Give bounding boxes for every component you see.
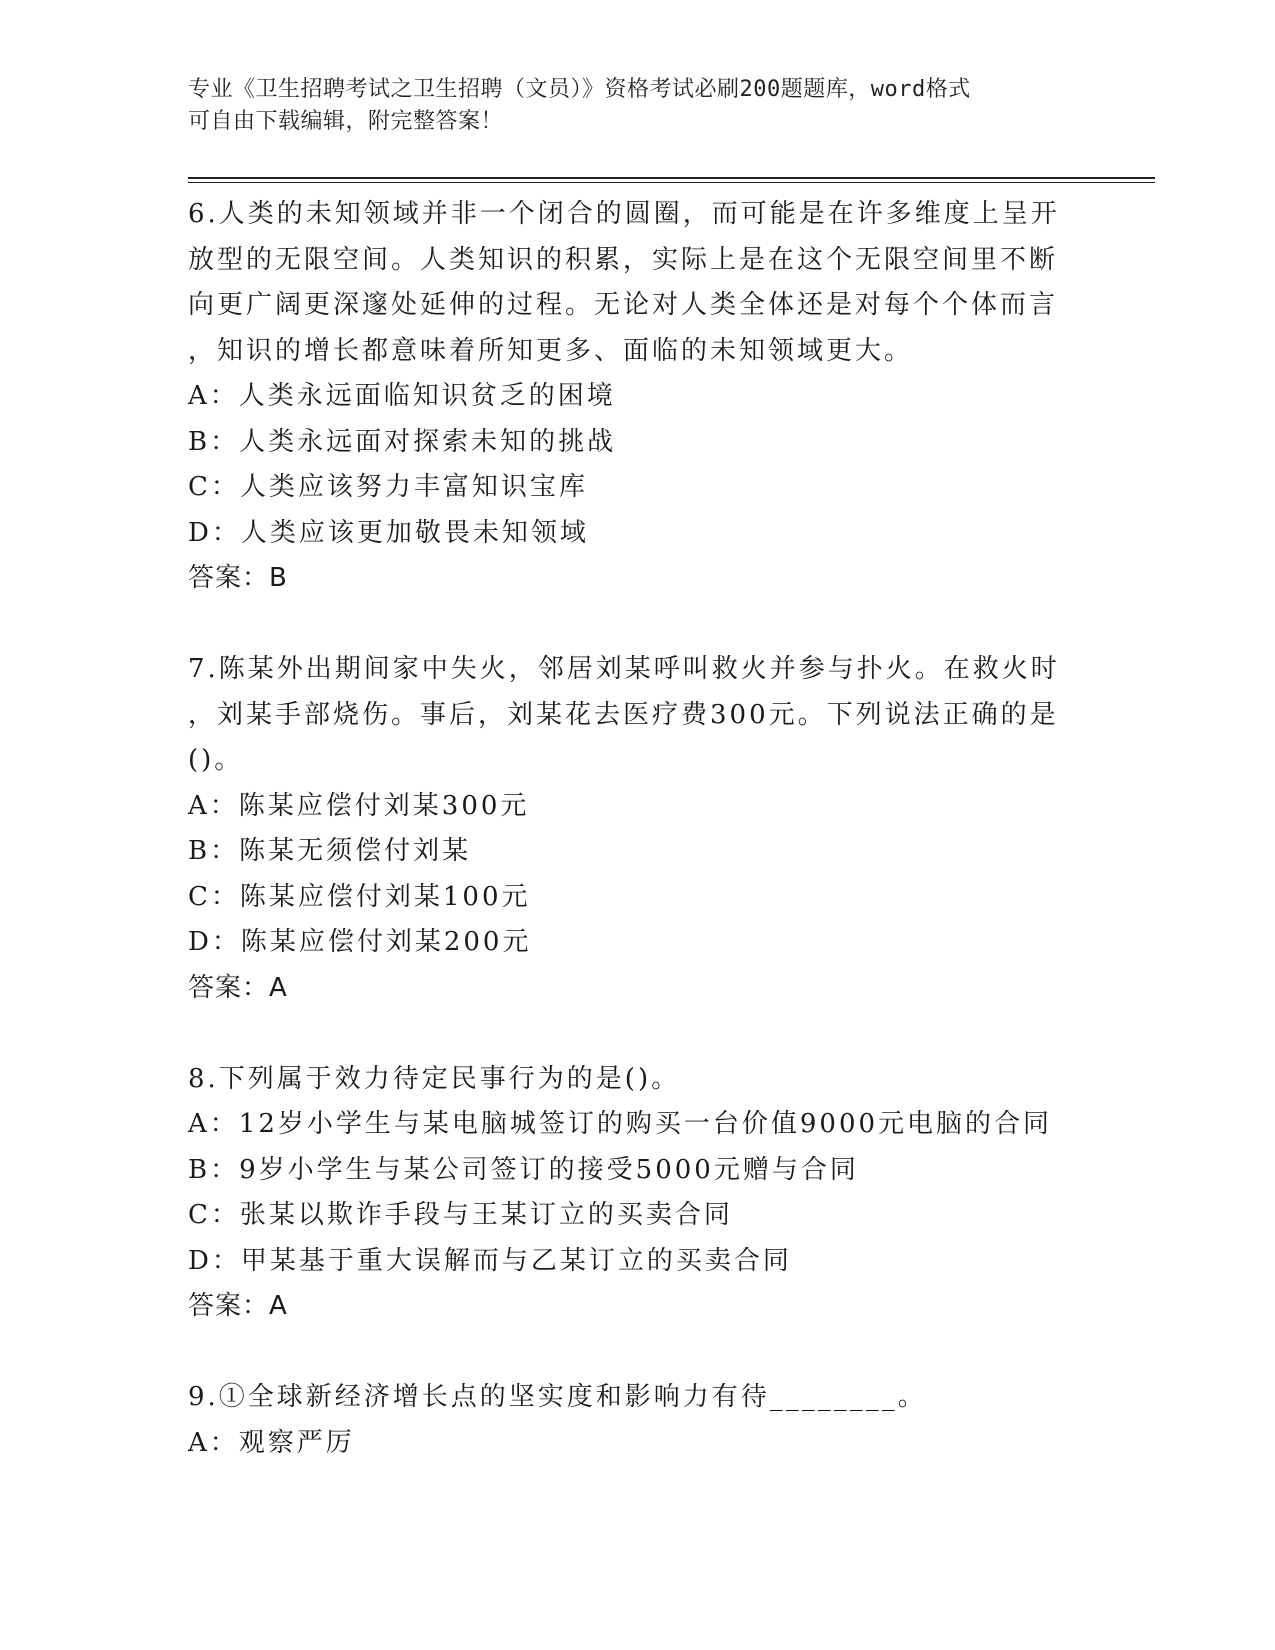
option-b: B：人类永远面对探索未知的挑战 bbox=[188, 426, 617, 457]
question-stem-line: 6.人类的未知领域并非一个闭合的圆圈，而可能是在许多维度上呈开 bbox=[188, 199, 1060, 229]
option-a: A：人类永远面临知识贫乏的困境 bbox=[188, 381, 616, 411]
question-spacer bbox=[188, 1011, 1068, 1057]
question-stem-line: ，刘某手部烧伤。事后，刘某花去医疗费300元。下列说法正确的是 bbox=[188, 699, 1059, 730]
option-a: A：观察严厉 bbox=[188, 1427, 355, 1458]
question-8 bbox=[188, 1057, 1068, 1330]
option-c: C：陈某应偿付刘某100元 bbox=[188, 881, 531, 912]
question-spacer bbox=[188, 1330, 1068, 1376]
question-7 bbox=[188, 647, 1068, 1011]
question-stem-line: 9.①全球新经济增长点的坚实度和影响力有待________。 bbox=[188, 1382, 927, 1412]
answer-label: 答案：A bbox=[188, 1291, 288, 1321]
question-spacer bbox=[188, 602, 1068, 648]
question-stem-line: 7.陈某外出期间家中失火，邻居刘某呼叫救火并参与扑火。在救火时 bbox=[188, 654, 1060, 684]
answer-label: 答案：B bbox=[188, 563, 288, 593]
option-b: B：9岁小学生与某公司签订的接受5000元赠与合同 bbox=[188, 1154, 859, 1185]
header-divider-thin bbox=[188, 182, 1155, 183]
question-stem-line: 8.下列属于效力待定民事行为的是()。 bbox=[188, 1063, 681, 1094]
question-list bbox=[188, 192, 1068, 1466]
option-c: C：人类应该努力丰富知识宝库 bbox=[188, 472, 588, 502]
question-9 bbox=[188, 1375, 1068, 1466]
question-stem-line: 放型的无限空间。人类知识的积累，实际上是在这个无限空间里不断 bbox=[188, 244, 1059, 275]
question-stem-line: ，知识的增长都意味着所知更多、面临的未知领域更大。 bbox=[188, 335, 914, 366]
option-d: D：陈某应偿付刘某200元 bbox=[188, 927, 532, 957]
option-a: A：12岁小学生与某电脑城签订的购买一台价值9000元电脑的合同 bbox=[188, 1109, 1053, 1139]
question-stem-line: ()。 bbox=[188, 745, 244, 775]
option-d: D：甲某基于重大误解而与乙某订立的买卖合同 bbox=[188, 1245, 792, 1276]
header-line-2: 可自由下载编辑，附完整答案！ bbox=[188, 109, 504, 134]
answer-label: 答案：A bbox=[188, 972, 288, 1003]
question-stem-line: 向更广阔更深邃处延伸的过程。无论对人类全体还是对每个个体而言 bbox=[188, 290, 1059, 320]
document-header bbox=[188, 74, 1068, 138]
question-6 bbox=[188, 192, 1068, 602]
option-c: C：张某以欺诈手段与王某订立的买卖合同 bbox=[188, 1200, 733, 1230]
header-line-1: 专业《卫生招聘考试之卫生招聘（文员）》资格考试必刷200题题库，word格式 bbox=[188, 77, 971, 102]
option-d: D：人类应该更加敬畏未知领域 bbox=[188, 517, 589, 548]
option-b: B：陈某无须偿付刘某 bbox=[188, 836, 472, 866]
header-divider-thick bbox=[188, 177, 1155, 179]
option-a: A：陈某应偿付刘某300元 bbox=[188, 790, 530, 821]
